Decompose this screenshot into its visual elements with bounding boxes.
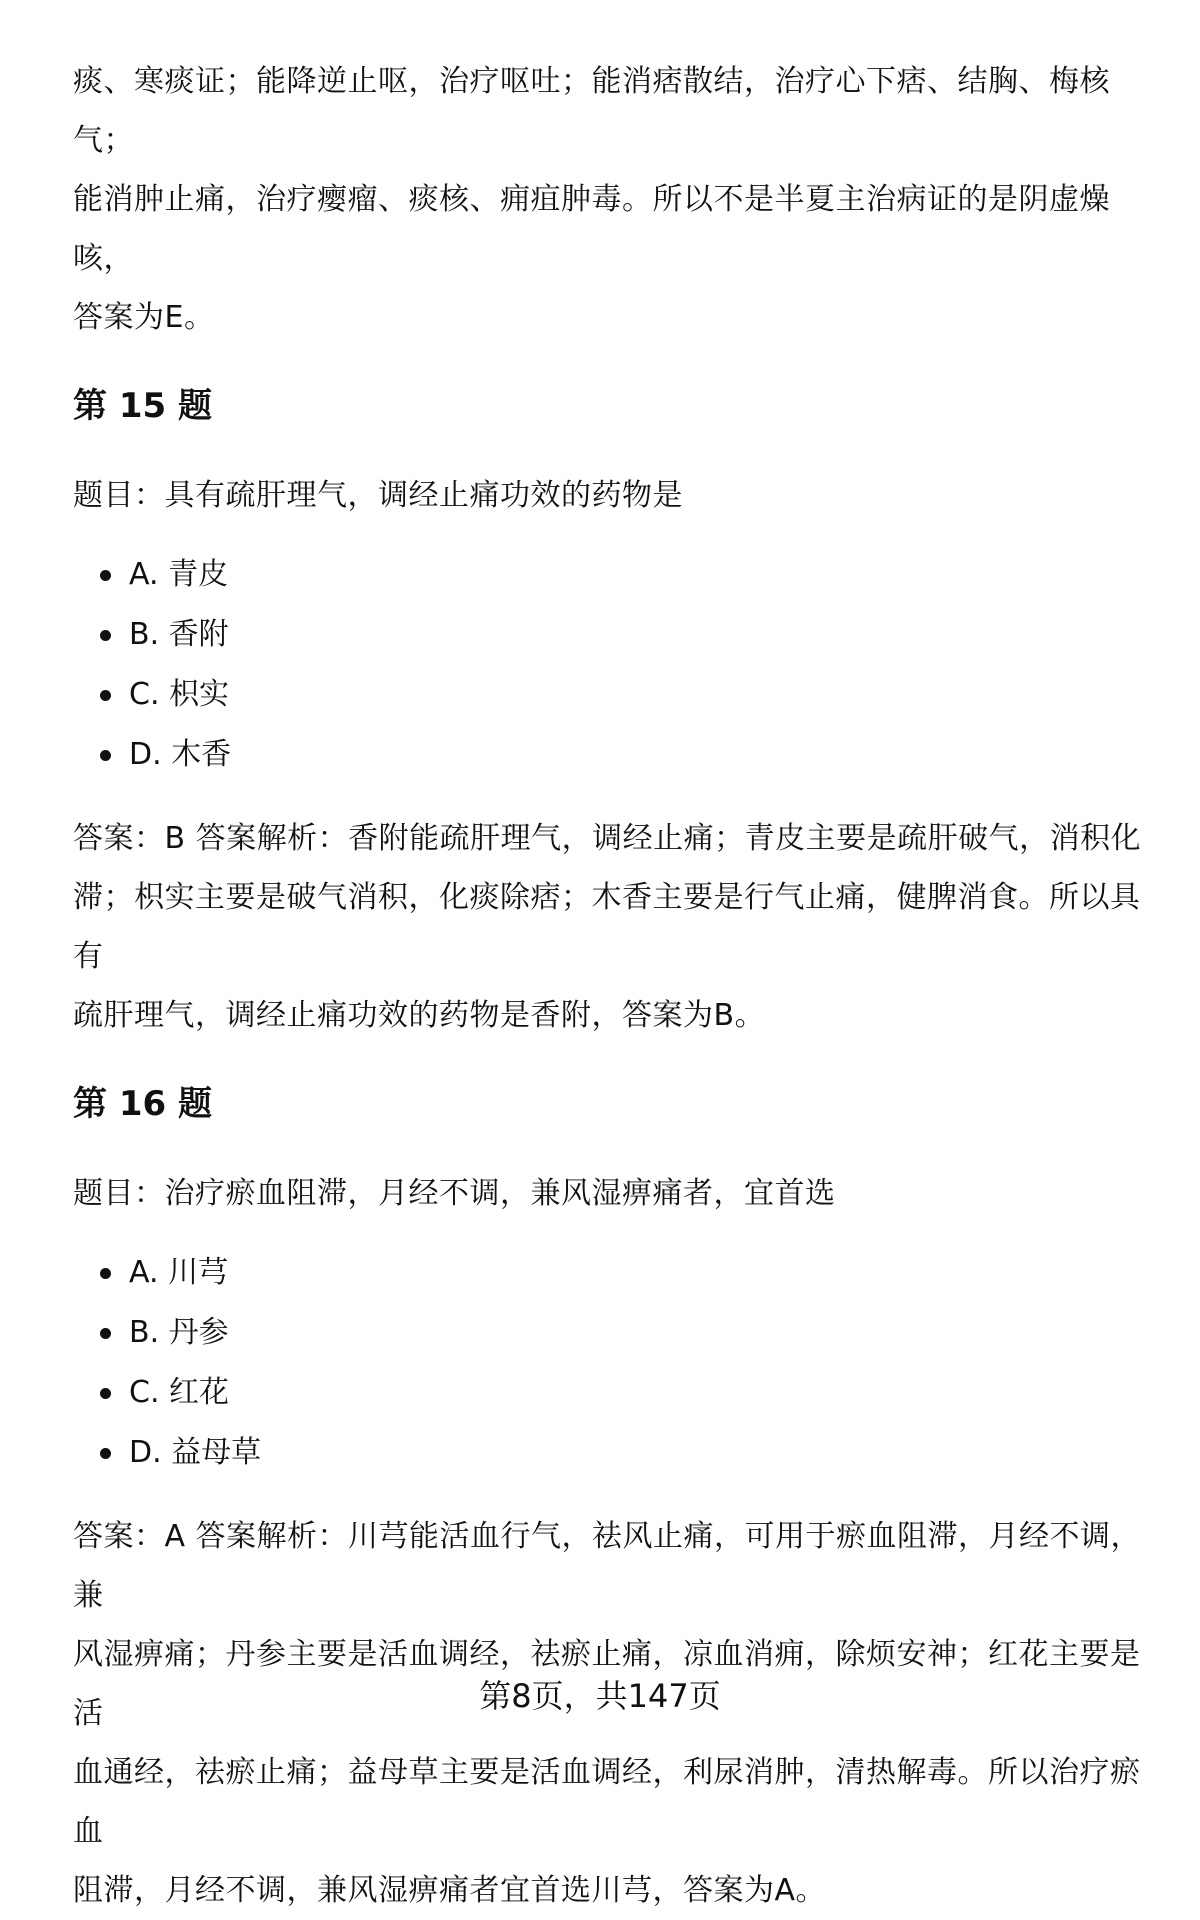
question-prompt: 题目：治疗瘀血阻滞，月经不调，兼风湿痹痛者，宜首选 [73,1176,836,1211]
text-line: 答案为E。 [73,300,215,335]
option-item [73,1243,1143,1303]
bullet-icon [100,1328,111,1339]
question-heading: 第 16 题 [73,1084,212,1124]
bullet-icon [100,1448,111,1459]
option-item [73,1363,1143,1423]
bullet-icon [100,750,111,761]
question-16 [73,1080,1143,1920]
bullet-icon [100,1388,111,1399]
text-line: 滞；枳实主要是破气消积，化痰除痞；木香主要是行气止痛，健脾消食。所以具有 [73,880,1141,974]
question-15 [73,382,1143,1045]
option-label: C. 枳实 [129,677,230,712]
option-label: A. 青皮 [129,557,229,592]
option-label: B. 丹参 [129,1315,229,1350]
page-number: 第8页，共147页 [479,1677,721,1715]
answer-explanation [73,809,1143,1045]
question-heading: 第 15 题 [73,386,212,426]
bullet-icon [100,690,111,701]
option-item [73,605,1143,665]
option-label: C. 红花 [129,1375,230,1410]
text-line: 血通经，祛瘀止痛；益母草主要是活血调经，利尿消肿，清热解毒。所以治疗瘀血 [73,1755,1141,1849]
option-item [73,1423,1143,1483]
bullet-icon [100,630,111,641]
text-line: 痰、寒痰证；能降逆止呕，治疗呕吐；能消痞散结，治疗心下痞、结胸、梅核气； [73,64,1110,158]
bullet-icon [100,570,111,581]
text-line: 风湿痹痛；丹参主要是活血调经，祛瘀止痛，凉血消痈，除烦安神；红花主要是活 [73,1637,1141,1731]
text-line: 答案：B 答案解析：香附能疏肝理气，调经止痛；青皮主要是疏肝破气，消积化 [73,821,1142,856]
document-page [73,52,1143,1920]
option-item [73,725,1143,785]
option-list [73,545,1143,785]
option-item [73,665,1143,725]
text-line: 阻滞，月经不调，兼风湿痹痛者宜首选川芎，答案为A。 [73,1873,827,1908]
text-line: 答案：A 答案解析：川芎能活血行气，祛风止痛，可用于瘀血阻滞，月经不调，兼 [73,1519,1142,1613]
option-item [73,545,1143,605]
bullet-icon [100,1268,111,1279]
option-label: D. 益母草 [129,1435,262,1470]
option-item [73,1303,1143,1363]
option-label: D. 木香 [129,737,232,772]
text-line: 疏肝理气，调经止痛功效的药物是香附，答案为B。 [73,998,766,1033]
option-list [73,1243,1143,1483]
text-line: 能消肿止痛，治疗瘿瘤、痰核、痈疽肿毒。所以不是半夏主治病证的是阴虚燥咳， [73,182,1110,276]
option-label: A. 川芎 [129,1255,229,1290]
previous-answer-explanation [73,52,1143,347]
question-prompt: 题目：具有疏肝理气，调经止痛功效的药物是 [73,478,683,513]
option-label: B. 香附 [129,617,229,652]
